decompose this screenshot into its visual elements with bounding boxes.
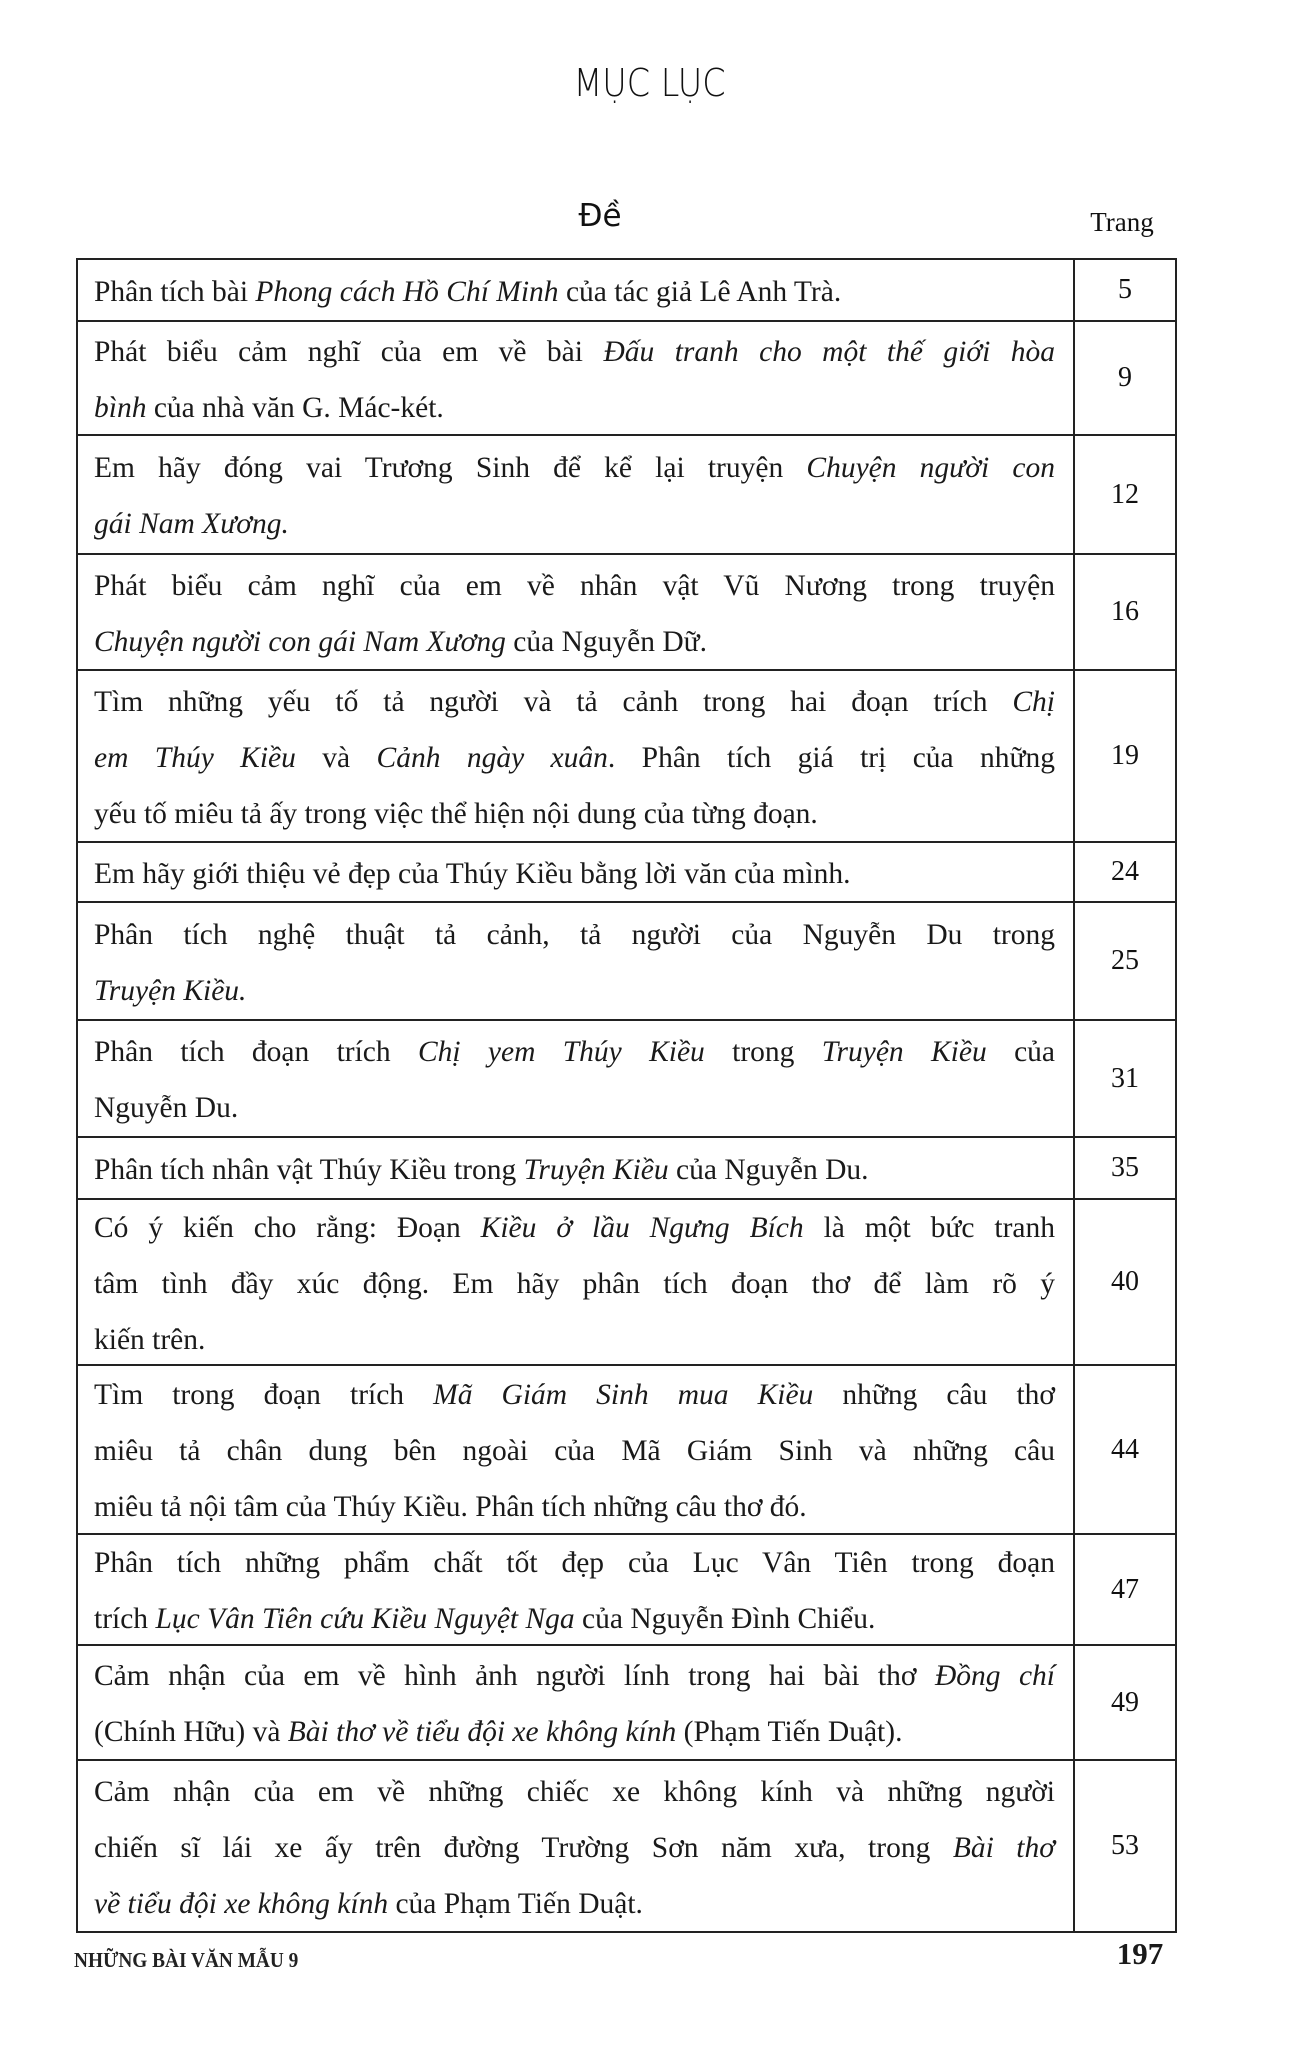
- toc-page-number: 53: [1111, 1830, 1139, 1861]
- toc-topic: [78, 1200, 1075, 1364]
- topic-text: Phát biểu cảm nghĩ của em về bài: [94, 335, 604, 368]
- toc-row: [78, 1644, 1175, 1759]
- topic-text: những câu thơ: [813, 1379, 1055, 1411]
- toc-topic-line: [94, 1764, 1055, 1820]
- toc-topic: [78, 322, 1075, 434]
- toc-page-number: 40: [1111, 1266, 1139, 1297]
- work-title-italic: Bài thơ về tiểu đội xe không kính: [287, 1716, 677, 1748]
- toc-topic-line: [94, 1142, 1055, 1198]
- topic-text: yếu tố miêu tả ấy trong việc thể hiện nội dung của từng đoạn.: [94, 797, 818, 830]
- toc-topic: [78, 1366, 1075, 1533]
- topic-text: miêu tả nội tâm của Thúy Kiều. Phân tích những câu thơ đó.: [94, 1491, 807, 1523]
- toc-topic: [78, 1535, 1075, 1644]
- footer-page-number: 197: [1116, 1936, 1164, 1971]
- toc-topic: [78, 843, 1075, 901]
- work-title-italic: Phong cách Hồ Chí Minh: [255, 275, 559, 308]
- topic-text: Có ý kiến cho rằng: Đoạn: [94, 1211, 481, 1244]
- toc-topic-line: [94, 496, 1055, 552]
- topic-text: trong: [704, 1036, 822, 1068]
- toc-row: [78, 260, 1175, 320]
- toc-topic-line: [94, 907, 1055, 963]
- toc-topic-line: [94, 730, 1055, 786]
- work-title-italic: Đồng chí: [934, 1660, 1056, 1692]
- toc-topic-line: [94, 1535, 1055, 1591]
- toc-topic: [78, 1021, 1075, 1136]
- toc-row: [78, 1533, 1175, 1644]
- topic-text: của Phạm Tiến Duật.: [388, 1887, 643, 1920]
- topic-text: chiến sĩ lái xe ấy trên đường Trường Sơn năm xưa, trong: [94, 1831, 953, 1864]
- toc-row: [78, 901, 1175, 1019]
- topic-text: của tác giả Lê Anh Trà.: [558, 275, 842, 308]
- toc-topic-line: [94, 674, 1055, 730]
- toc-row: [78, 1364, 1175, 1533]
- work-title-italic: Mã Giám Sinh mua Kiều: [433, 1379, 814, 1411]
- topic-text: Phân tích đoạn trích: [94, 1036, 418, 1068]
- footer-book-title: NHỮNG BÀI VĂN MẪU 9: [74, 1948, 299, 1972]
- work-title-italic: Chuyện người con gái Nam Xương: [94, 625, 506, 658]
- work-title-italic: Chị yem Thúy Kiều: [417, 1036, 705, 1068]
- topic-text: Cảm nhận của em về hình ảnh người lính trong hai bài thơ: [94, 1660, 935, 1692]
- toc-topic-line: [94, 1200, 1055, 1256]
- toc-page-number: 49: [1111, 1686, 1139, 1718]
- toc-topic-line: [94, 1591, 1055, 1647]
- toc-topic: [78, 555, 1075, 669]
- toc-topic-line: [94, 1256, 1055, 1312]
- toc-topic: [78, 903, 1075, 1019]
- toc-topic-line: [94, 1479, 1055, 1535]
- toc-topic: [78, 671, 1075, 841]
- work-title-italic: bình: [94, 391, 147, 424]
- topic-text: của Nguyễn Dữ.: [505, 625, 708, 658]
- topic-text: Phân tích nhân vật Thúy Kiều trong: [94, 1153, 524, 1186]
- work-title-italic: về tiểu đội xe không kính: [94, 1887, 389, 1920]
- work-title-italic: Truyện Kiều: [821, 1036, 987, 1068]
- page-title: MỤC LỤC: [573, 61, 726, 105]
- toc-page-number: 31: [1111, 1062, 1139, 1094]
- toc-row: [78, 669, 1175, 841]
- toc-page-number: 35: [1111, 1152, 1139, 1183]
- topic-text: miêu tả chân dung bên ngoài của Mã Giám Sinh và những câu: [94, 1435, 1055, 1467]
- topic-text: và: [295, 741, 377, 774]
- work-title-italic: Đấu tranh cho một thế giới hòa: [603, 335, 1055, 368]
- toc-page-number: 9: [1118, 362, 1132, 393]
- topic-text: của Nguyễn Đình Chiểu.: [574, 1603, 876, 1635]
- toc-row: [78, 1019, 1175, 1136]
- work-title-italic: em Thúy Kiều: [94, 741, 296, 774]
- toc-topic-line: [94, 614, 1055, 670]
- topic-text: trích: [94, 1603, 156, 1635]
- toc-row: [78, 1198, 1175, 1364]
- toc-page-number: 19: [1111, 740, 1139, 771]
- topic-text: Tìm những yếu tố tả người và tả cảnh trong hai đoạn trích: [94, 685, 1013, 718]
- work-title-italic: Truyện Kiều.: [94, 974, 247, 1007]
- toc-row: [78, 320, 1175, 434]
- topic-text: (Phạm Tiến Duật).: [676, 1716, 903, 1748]
- toc-page-number: 25: [1111, 945, 1139, 976]
- toc-topic: [78, 1761, 1075, 1931]
- topic-text: tâm tình đầy xúc động. Em hãy phân tích đoạn thơ để làm rõ ý: [94, 1267, 1055, 1300]
- topic-text: Tìm trong đoạn trích: [94, 1379, 434, 1411]
- toc-topic-line: [94, 558, 1055, 614]
- work-title-italic: Cảnh ngày xuân: [376, 741, 608, 774]
- toc-topic-line: [94, 1820, 1055, 1876]
- toc-topic-line: [94, 1024, 1055, 1080]
- toc-topic-line: [94, 1080, 1055, 1136]
- toc-row: [78, 1136, 1175, 1198]
- toc-table: [76, 258, 1177, 1933]
- topic-text: (Chính Hữu) và: [94, 1716, 288, 1748]
- toc-page-number: 5: [1118, 274, 1132, 305]
- toc-topic-line: [94, 846, 1055, 902]
- toc-topic: [78, 1646, 1075, 1759]
- column-header-topic: Đề: [578, 198, 622, 234]
- topic-text: Phân tích những phẩm chất tốt đẹp của Lục Vân Tiên trong đoạn: [94, 1547, 1055, 1579]
- topic-text: là một bức tranh: [803, 1211, 1055, 1244]
- topic-text: Cảm nhận của em về những chiếc xe không kính và những người: [94, 1775, 1055, 1808]
- toc-topic-line: [94, 963, 1055, 1019]
- topic-text: Em hãy giới thiệu vẻ đẹp của Thúy Kiều bằng lời văn của mình.: [94, 857, 851, 890]
- toc-page-number: 16: [1111, 596, 1139, 627]
- toc-topic-line: [94, 786, 1055, 842]
- topic-text: Em hãy đóng vai Trương Sinh để kể lại truyện: [94, 452, 807, 484]
- topic-text: Phân tích bài: [94, 275, 256, 308]
- work-title-italic: Lục Vân Tiên cứu Kiều Nguyệt Nga: [155, 1603, 575, 1635]
- toc-row: [78, 1759, 1175, 1931]
- toc-topic-line: [94, 1312, 1055, 1368]
- topic-text: kiến trên.: [94, 1323, 206, 1356]
- topic-text: Phân tích nghệ thuật tả cảnh, tả người của Nguyễn Du trong: [94, 918, 1055, 951]
- topic-text: Phát biểu cảm nghĩ của em về nhân vật Vũ Nương trong truyện: [94, 569, 1055, 602]
- toc-page-number: 44: [1111, 1433, 1139, 1465]
- toc-topic-line: [94, 1423, 1055, 1479]
- column-header-page: Trang: [1090, 207, 1154, 237]
- topic-text: . Phân tích giá trị của những: [607, 741, 1056, 774]
- toc-page-number: 24: [1111, 856, 1139, 887]
- toc-row: [78, 434, 1175, 553]
- toc-topic: [78, 1138, 1075, 1198]
- toc-topic-line: [94, 1876, 1055, 1932]
- toc-topic-line: [94, 264, 1055, 320]
- work-title-italic: Chị: [1012, 685, 1055, 718]
- toc-page-number: 12: [1111, 478, 1139, 510]
- toc-topic-line: [94, 440, 1055, 496]
- topic-text: của nhà văn G. Mác-két.: [146, 391, 444, 424]
- toc-topic: [78, 436, 1075, 553]
- toc-row: [78, 553, 1175, 669]
- work-title-italic: Truyện Kiều: [523, 1153, 669, 1186]
- topic-text: Nguyễn Du.: [94, 1092, 239, 1124]
- toc-page-number: 47: [1111, 1573, 1139, 1605]
- toc-topic-line: [94, 1648, 1055, 1704]
- topic-text: của Nguyễn Du.: [668, 1153, 869, 1186]
- toc-topic-line: [94, 324, 1055, 380]
- work-title-italic: Kiều ở lầu Ngưng Bích: [480, 1211, 804, 1244]
- work-title-italic: gái Nam Xương.: [94, 508, 289, 540]
- toc-topic-line: [94, 1704, 1055, 1760]
- topic-text: của: [986, 1036, 1056, 1068]
- work-title-italic: Chuyện người con: [806, 452, 1055, 484]
- toc-topic-line: [94, 1367, 1055, 1423]
- toc-row: [78, 841, 1175, 901]
- toc-topic: [78, 260, 1075, 320]
- work-title-italic: Bài thơ: [952, 1831, 1056, 1864]
- toc-topic-line: [94, 380, 1055, 436]
